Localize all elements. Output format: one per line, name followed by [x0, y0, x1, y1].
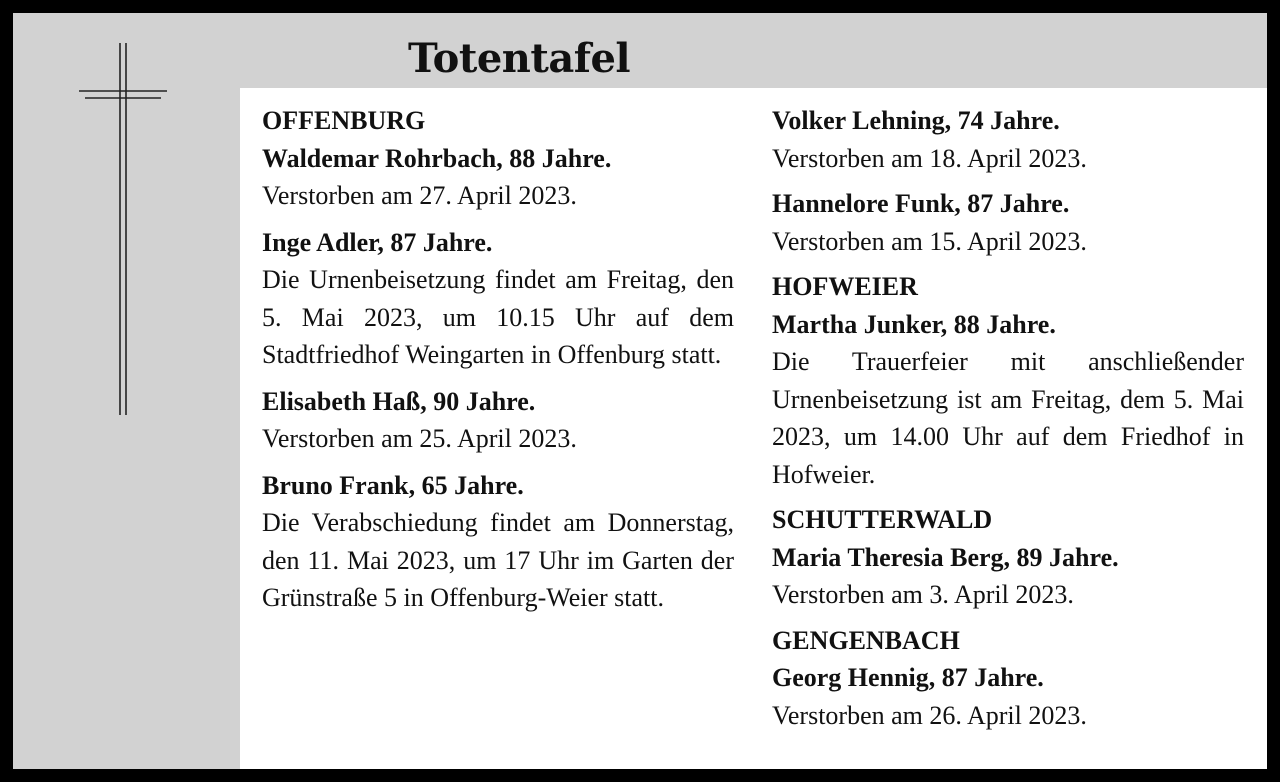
- obituary-entry: [262, 467, 734, 617]
- obituary-text: Verstorben am 15. April 2023.: [772, 226, 1087, 256]
- deceased-name: Inge Adler, 87 Jahre.: [262, 227, 493, 257]
- deceased-name: Volker Lehning, 74 Jahre.: [772, 106, 1060, 135]
- obituary-board: [13, 13, 1267, 769]
- obituary-entry: [262, 224, 734, 374]
- cross-icon: [79, 43, 169, 415]
- place-heading: HOFWEIER: [772, 272, 918, 301]
- obituary-entry: [262, 102, 734, 215]
- obituary-entry: [772, 501, 1244, 614]
- deceased-name: Bruno Frank, 65 Jahre.: [262, 470, 524, 500]
- obituary-entry: [772, 622, 1244, 735]
- deceased-name: Waldemar Rohrbach, 88 Jahre.: [262, 143, 612, 173]
- left-column: [262, 102, 734, 626]
- obituary-entry: [772, 102, 1244, 177]
- obituary-list: [240, 88, 1267, 769]
- obituary-text: Verstorben am 26. April 2023.: [772, 700, 1087, 730]
- deceased-name: Georg Hennig, 87 Jahre.: [772, 663, 1044, 692]
- obituary-entry: [262, 383, 734, 458]
- obituary-text: Verstorben am 3. April 2023.: [772, 580, 1074, 609]
- obituary-entry: [772, 185, 1244, 260]
- deceased-name: Hannelore Funk, 87 Jahre.: [772, 189, 1070, 218]
- obituary-text: Verstorben am 25. April 2023.: [262, 424, 577, 453]
- obituary-text: Die Urnenbeisetzung findet am Freitag, den 5. Mai 2023, um 10.15 Uhr auf dem Stadtfriedhof Weingarten in Offenburg statt.: [262, 265, 734, 369]
- obituary-entry: [772, 268, 1244, 493]
- deceased-name: Maria Theresia Berg, 89 Jahre.: [772, 542, 1119, 572]
- place-heading: OFFENBURG: [262, 106, 426, 135]
- place-heading: GENGENBACH: [772, 625, 960, 655]
- place-heading: SCHUTTERWALD: [772, 505, 993, 534]
- obituary-text: Verstorben am 18. April 2023.: [772, 143, 1087, 173]
- obituary-text: Die Verabschiedung findet am Donnerstag, den 11. Mai 2023, um 17 Uhr im Garten der Grünstraße 5 in Offenburg-Weier statt.: [262, 508, 734, 612]
- obituary-text: Verstorben am 27. April 2023.: [262, 181, 577, 210]
- deceased-name: Martha Junker, 88 Jahre.: [772, 309, 1056, 339]
- page-title: Totentafel: [408, 35, 631, 82]
- right-column: [772, 102, 1244, 742]
- obituary-text: Die Trauerfeier mit anschließender Urnenbeisetzung ist am Freitag, dem 5. Mai 2023, um 14.00 Uhr auf dem Friedhof in Hofweier.: [772, 347, 1244, 489]
- deceased-name: Elisabeth Haß, 90 Jahre.: [262, 386, 536, 416]
